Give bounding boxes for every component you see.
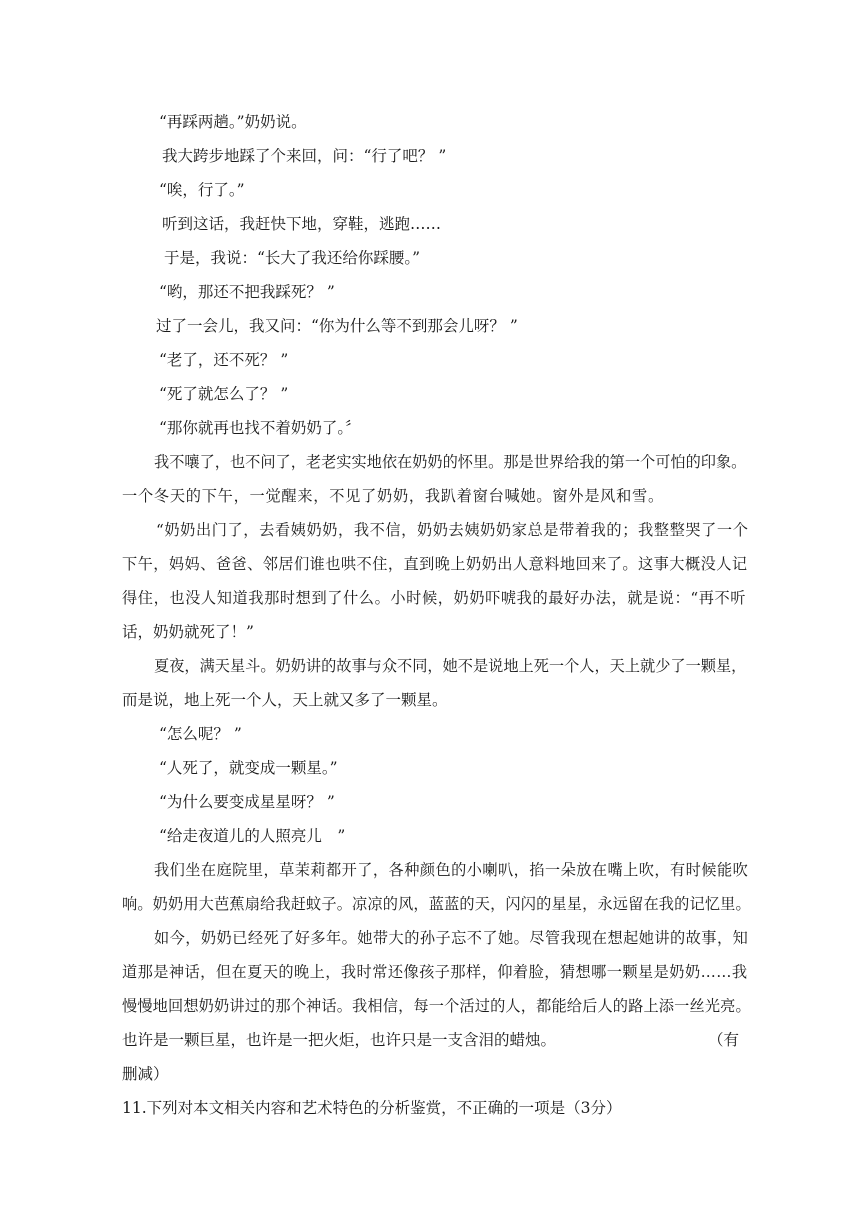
paragraph-line: 也许是一颗巨星，也许是一把火炬，也许只是一支含泪的蜡烛。 [122,1031,557,1049]
paragraph-line: 慢慢地回想奶奶讲过的那个神话。我相信，每一个活过的人，都能给后人的路上添一丝光亮。 [122,997,751,1015]
paragraph-line: 夏夜，满天星斗。奶奶讲的故事与众不同，她不是说地上死一个人，天上就少了一颗星， [154,657,747,675]
text-line: 听到这话，我赶快下地，穿鞋，逃跑…… [162,215,442,233]
text-line: “死了就怎么了？ ” [159,385,289,403]
text-line: “为什么要变成星星呀？ ” [159,793,335,811]
text-line: “给走夜道儿的人照亮儿 ” [159,827,346,845]
source-note-open: （有 [708,1031,740,1049]
paragraph-line: 我不嚷了，也不问了，老老实实地依在奶奶的怀里。那是世界给我的第一个可怕的印象。 [154,453,747,471]
paragraph-line: 如今，奶奶已经死了好多年。她带大的孙子忘不了她。尽管我现在想起她讲的故事，知 [154,929,749,947]
paragraph-line: 道那是神话，但在夏天的晚上，我时常还像孩子那样，仰着脸，猜想哪一颗星是奶奶……我 [122,963,748,981]
text-line: 我大跨步地踩了个来回，问：“行了吧？ ” [162,147,447,165]
paragraph-line: “奶奶出门了，去看姨奶奶，我不信，奶奶去姨奶奶家总是带着我的；我整整哭了一个 [156,521,749,539]
text-line: “那你就再也找不着奶奶了。〞 [159,419,361,437]
paragraph-line: 而是说，地上死一个人，天上就又多了一颗星。 [122,691,448,709]
text-line: “唉，行了。” [159,181,245,199]
paragraph-line: 我们坐在庭院里，草茉莉都开了，各种颜色的小喇叭，掐一朵放在嘴上吹，有时候能吹 [154,861,749,879]
paragraph-line: 话，奶奶就死了！” [122,623,254,641]
text-line: 于是，我说：“长大了我还给你踩腰。” [164,249,421,267]
paragraph-line: 响。奶奶用大芭蕉扇给我赶蚊子。凉凉的风，蓝蓝的天，闪闪的星星，永远留在我的记忆里。 [122,895,751,913]
text-line: “人死了，就变成一颗星。” [159,759,338,777]
text-line: “怎么呢？ ” [159,725,242,743]
paragraph-line: 得住，也没人知道我那时想到了什么。小时候，奶奶吓唬我的最好办法，就是说：“再不听 [122,589,747,607]
paragraph-line: 一个冬天的下午，一觉醒来，不见了奶奶，我趴着窗台喊她。窗外是风和雪。 [122,487,664,505]
text-line: “再踩两趟。”奶奶说。 [159,113,307,131]
paragraph-line: 下午，妈妈、爸爸、邻居们谁也哄不住，直到晚上奶奶出人意料地回来了。这事大概没人记 [122,555,748,573]
source-note-close: 删减） [122,1065,169,1083]
text-line: “老了，还不死？ ” [159,351,289,369]
text-line: “哟，那还不把我踩死？ ” [159,283,335,301]
question-heading: 11.下列对本文相关内容和艺术特色的分析鉴赏，不正确的一项是（3分） [122,1099,622,1117]
text-line: 过了一会儿，我又问：“你为什么等不到那会儿呀？ ” [156,317,518,335]
